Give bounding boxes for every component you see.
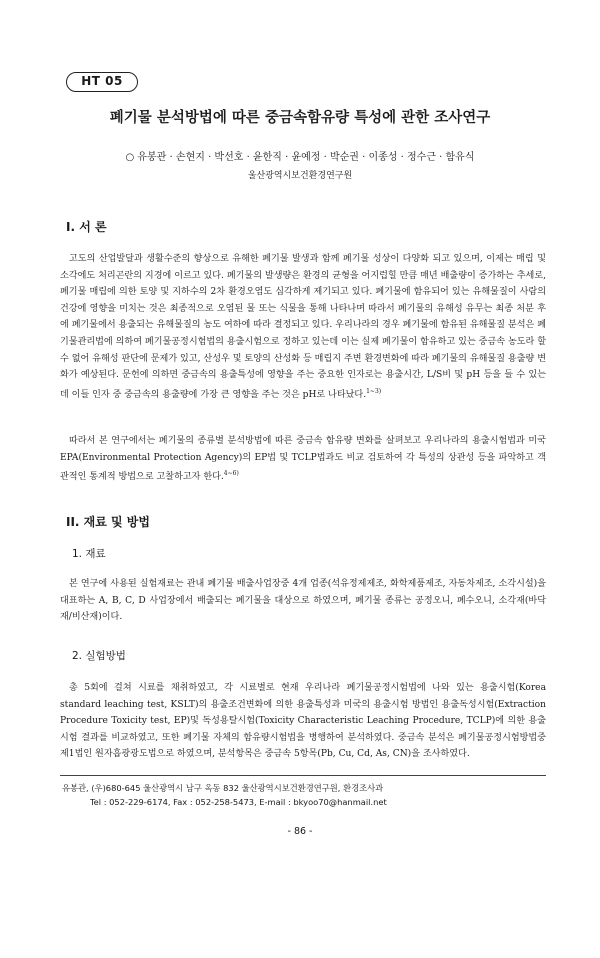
paper-id-tag: HT 05 [66,72,138,92]
affiliation: 울산광역시보건환경연구원 [247,171,353,181]
paper-title: 폐기물 분석방법에 따른 중금속함유량 특성에 관한 조사연구 [109,110,491,126]
experiment-paragraph: 총 5회에 걸쳐 시료를 채취하였고, 각 시료별로 현재 우리나라 폐기물공정시험법에 나와 있는 용출시험(Korea standard leaching test, KSLT)의 용출조건변화에 의한 용출특성과 미국의 용출시험 방법인 용출독성시험(Extraction Procedure Toxicity test, EP)및 독성용탈시험(Toxicity Characteristic Leaching Procedure, TCLP)에 의한 용출시험 결과를 비교하였고, 또한 폐기물 자체의 함유량시험법을 병행하여 분석하였다. 중금속 분석은 폐기물공정시험방법중 제1법인 원자흡광광도법으로 하였으며, 분석항목은 중금속 5항목(Pb, Cu, Cd, As, CN)을 조사하였다. [60,683,546,760]
subsection-heading-materials: 1. 재료 [72,548,106,560]
subsection-heading-experiment: 2. 실험방법 [72,650,126,662]
footnote-contact: Tel : 052-229-6174, Fax : 052-258-5473, E-mail : bkyoo70@hanmail.net [90,797,387,807]
footnote-address: 유봉관, (우)680-645 울산광역시 남구 옥동 832 울산광역시보건환경연구원, 환경조사과 [62,783,384,793]
materials-paragraph: 본 연구에 사용된 실험재료는 관내 폐기물 배출사업장중 4개 업종(석유정제제조, 화학제품제조, 자동차제조, 소각시설)을 대표하는 A, B, C, D 사업장에서 배출되는 폐기물을 대상으로 하였으며, 폐기물 종류는 공정오니, 폐수오니, 소각재(바닥재/비산재)이다. [60,579,546,623]
section-heading-methods: II. 재료 및 방법 [66,515,150,529]
introduction-paragraph-1 [60,251,546,403]
page-number: - 86 - [287,826,313,837]
introduction-paragraph-1-text: 고도의 산업발달과 생활수준의 향상으로 유해한 폐기물 발생과 함께 폐기물 성상이 다양화 되고 있으며, 이제는 매립 및 소각에도 처리곤란의 지경에 이르고 있다. 폐기물의 발생량은 환경의 균형을 어지럽힐 만큼 매년 배출량이 증가하는 추세로, 폐기물 매립에 의한 토양 및 지하수의 2차 환경오염도 심각하게 제기되고 있다. 폐기물에 함유되어 있는 유해물질이 사람의 건강에 영향을 미치는 것은 최종적으로 오염된 물 또는 식물을 통해 나타나며 따라서 폐기물의 유해성 유무는 최종 처분 후에 폐기물에서 용출되는 유해물질의 농도 여하에 따라 결정되고 있다. 우리나라의 경우 폐기물에 함유된 유해물질 분석은 폐기물관리법에 의하여 폐기물공정시험법의 용출시험으로 정하고 있는데 이는 실제 폐기물이 함유하고 있는 중금속 농도라 할 수 없어 유해성 판단에 문제가 있고, 산성우 및 토양의 산성화 등 매립지 주변 환경변화에 따라 폐기물의 유해물질 용출량 변화가 예상된다. 문헌에 의하면 중금속의 용출특성에 영향을 주는 중요한 인자로는 용출시간, L/S비 및 pH 등을 들 수 있는데 이들 인자 중 중금속의 용출량에 가장 큰 영향을 주는 것은 pH로 나타났다. [60,254,546,400]
introduction-paragraph-2 [60,433,546,486]
footnote-divider [60,775,546,776]
reference-marker: 4~6) [223,470,239,478]
reference-marker: 1~3) [366,387,382,395]
introduction-paragraph-2-text: 따라서 본 연구에서는 폐기물의 종류별 분석방법에 따른 중금속 함유량 변화를 살펴보고 우리나라의 용출시험법과 미국 EPA(Environmental Protection Agency)의 EP법 및 TCLP법과도 비교 검토하여 각 특성의 상관성 등을 파악하고 객관적인 통계적 방법으로 고찰하고자 한다. [60,436,546,483]
author-list: ○ 유봉관 · 손현지 · 박선호 · 윤한직 · 윤예정 · 박순권 · 이종성 · 정수근 · 함유식 [125,152,475,163]
section-heading-introduction: I. 서 론 [66,220,107,234]
